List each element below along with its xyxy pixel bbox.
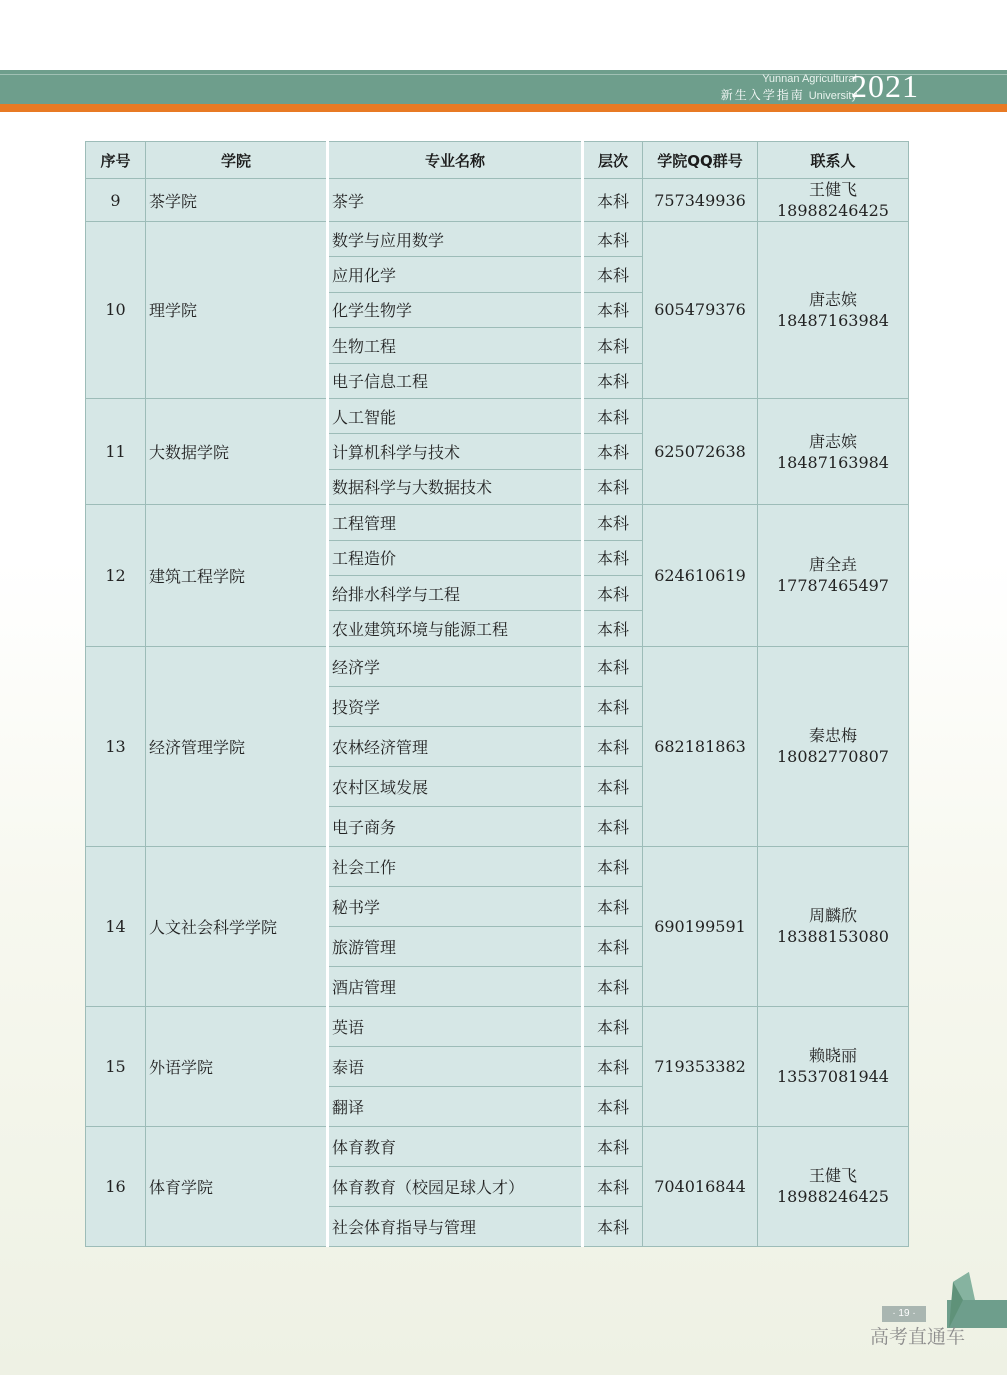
major-name: 计算机科学与技术 [328,434,583,469]
contact-person [758,1126,909,1246]
contact-phone: 18487163984 [777,452,889,472]
contact-person [758,222,909,399]
guide-title [721,86,857,103]
major-name: 工程造价 [328,540,583,575]
university-name-en-2: University [808,90,857,102]
college-name: 理学院 [146,222,328,399]
contact-phone: 17787465497 [777,576,889,596]
degree-level: 本科 [583,575,643,610]
major-name: 旅游管理 [328,926,583,966]
degree-level: 本科 [583,363,643,398]
header-level: 层次 [583,142,643,179]
contact-person [758,1006,909,1126]
college-name: 体育学院 [146,1126,328,1246]
header-accent-stripe [0,104,1007,112]
college-number: 13 [86,646,146,846]
guide-year: 2021 [851,68,919,104]
qq-group-number: 704016844 [643,1126,758,1246]
degree-level: 本科 [583,328,643,363]
page-number: · 19 · [882,1306,926,1322]
contact-name: 王健飞 [808,1166,857,1186]
college-number: 9 [86,179,146,222]
contact-phone: 18082770807 [777,747,889,767]
university-name-en: Yunnan Agricultural [762,73,857,85]
table-row [86,222,909,257]
contact-name: 秦忠梅 [808,726,857,746]
major-name: 化学生物学 [328,292,583,327]
major-name: 体育教育 [328,1126,583,1166]
major-name: 工程管理 [328,505,583,540]
major-name: 应用化学 [328,257,583,292]
college-number: 12 [86,505,146,647]
college-name: 经济管理学院 [146,646,328,846]
corner-decoration [917,1270,1007,1330]
contact-name: 唐志嫔 [808,431,857,451]
major-name: 农村区域发展 [328,766,583,806]
contact-person [758,505,909,647]
degree-level: 本科 [583,222,643,257]
degree-level: 本科 [583,257,643,292]
header-contact: 联系人 [758,142,909,179]
guide-brand [659,68,919,104]
contact-phone: 18388153080 [777,927,889,947]
major-name: 人工智能 [328,398,583,433]
header-qq: 学院QQ群号 [643,142,758,179]
qq-group-number: 624610619 [643,505,758,647]
major-name: 体育教育（校园足球人才） [328,1166,583,1206]
contact-phone: 18487163984 [777,310,889,330]
qq-group-number: 757349936 [643,179,758,222]
college-name: 人文社会科学学院 [146,846,328,1006]
college-name: 大数据学院 [146,398,328,504]
degree-level: 本科 [583,1126,643,1166]
qq-group-number: 605479376 [643,222,758,399]
degree-level: 本科 [583,646,643,686]
table-row [86,1126,909,1166]
contact-name: 赖晓丽 [808,1046,857,1066]
contact-name: 周麟欣 [808,906,857,926]
watermark-text: 高考直通车 [870,1326,966,1348]
contact-phone: 18988246425 [777,201,889,220]
table-row [86,1006,909,1046]
qq-group-number: 625072638 [643,398,758,504]
table-row [86,846,909,886]
degree-level: 本科 [583,846,643,886]
degree-level: 本科 [583,505,643,540]
degree-level: 本科 [583,886,643,926]
college-name: 茶学院 [146,179,328,222]
degree-level: 本科 [583,540,643,575]
degree-level: 本科 [583,1086,643,1126]
table-body [86,179,909,1247]
college-number: 14 [86,846,146,1006]
major-name: 数据科学与大数据技术 [328,469,583,504]
degree-level: 本科 [583,469,643,504]
major-name: 社会工作 [328,846,583,886]
qq-group-number: 690199591 [643,846,758,1006]
degree-level: 本科 [583,926,643,966]
degree-level: 本科 [583,398,643,433]
degree-level: 本科 [583,686,643,726]
degree-level: 本科 [583,726,643,766]
degree-level: 本科 [583,1206,643,1246]
major-name: 社会体育指导与管理 [328,1206,583,1246]
college-number: 15 [86,1006,146,1126]
degree-level: 本科 [583,966,643,1006]
qq-group-number: 682181863 [643,646,758,846]
degree-level: 本科 [583,1046,643,1086]
major-name: 秘书学 [328,886,583,926]
degree-level: 本科 [583,806,643,846]
header-no: 序号 [86,142,146,179]
contact-name: 王健飞 [808,180,857,199]
contact-name: 唐全垚 [808,555,857,575]
major-name: 数学与应用数学 [328,222,583,257]
qq-group-number: 719353382 [643,1006,758,1126]
guide-title-cn: 新生入学指南 [720,88,805,102]
header-major: 专业名称 [328,142,583,179]
college-contact-table [85,141,909,1247]
degree-level: 本科 [583,1166,643,1206]
contact-person [758,846,909,1006]
contact-person [758,398,909,504]
major-name: 生物工程 [328,328,583,363]
major-name: 翻译 [328,1086,583,1126]
degree-level: 本科 [583,292,643,327]
contact-person [758,179,909,222]
major-name: 英语 [328,1006,583,1046]
degree-level: 本科 [583,766,643,806]
major-name: 经济学 [328,646,583,686]
college-name: 建筑工程学院 [146,505,328,647]
degree-level: 本科 [583,179,643,222]
table-row [86,505,909,540]
major-name: 投资学 [328,686,583,726]
contact-person [758,646,909,846]
major-name: 茶学 [328,179,583,222]
major-name: 农业建筑环境与能源工程 [328,611,583,646]
major-name: 电子商务 [328,806,583,846]
major-name: 泰语 [328,1046,583,1086]
college-number: 10 [86,222,146,399]
contact-name: 唐志嫔 [808,289,857,309]
major-name: 给排水科学与工程 [328,575,583,610]
major-name: 农林经济管理 [328,726,583,766]
table-row [86,398,909,433]
major-name: 电子信息工程 [328,363,583,398]
degree-level: 本科 [583,611,643,646]
contact-phone: 13537081944 [777,1067,889,1087]
degree-level: 本科 [583,434,643,469]
college-number: 16 [86,1126,146,1246]
college-number: 11 [86,398,146,504]
major-name: 酒店管理 [328,966,583,1006]
degree-level: 本科 [583,1006,643,1046]
header-college: 学院 [146,142,328,179]
table-header-row [86,142,909,179]
table-row [86,646,909,686]
college-name: 外语学院 [146,1006,328,1126]
table-row [86,179,909,222]
contact-phone: 18988246425 [777,1187,889,1207]
